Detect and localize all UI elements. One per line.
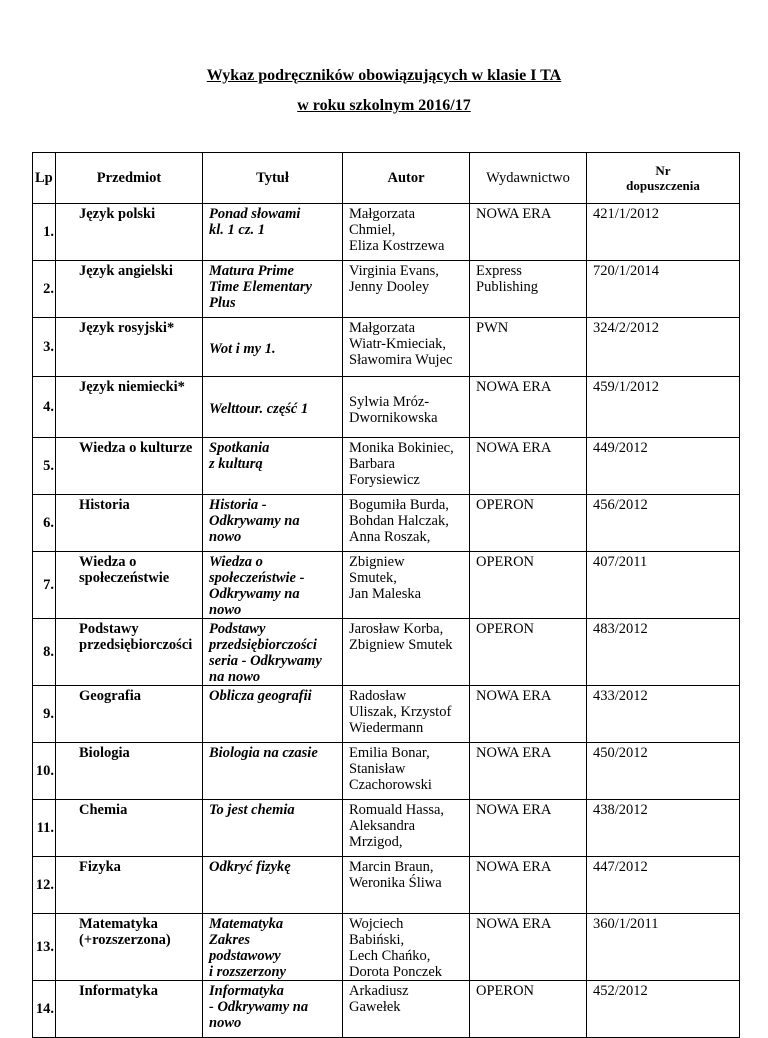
- author-cell: Jarosław Korba, Zbigniew Smutek: [343, 619, 470, 686]
- textbook-table: [32, 152, 740, 1038]
- approval-number-cell: 459/1/2012: [587, 377, 740, 438]
- row-number: 3.: [33, 318, 56, 377]
- approval-number-cell: 407/2011: [587, 552, 740, 619]
- author-cell: Emilia Bonar, Stanisław Czachorowski: [343, 743, 470, 800]
- table-row: [33, 495, 740, 552]
- subject-cell: Fizyka: [56, 857, 203, 914]
- publisher-cell: NOWA ERA: [470, 914, 587, 981]
- subject-cell: Wiedza o kulturze: [56, 438, 203, 495]
- subject-cell: Informatyka: [56, 981, 203, 1038]
- approval-number-cell: 449/2012: [587, 438, 740, 495]
- table-row: [33, 552, 740, 619]
- author-cell: Marcin Braun, Weronika Śliwa: [343, 857, 470, 914]
- approval-number-cell: 438/2012: [587, 800, 740, 857]
- table-row: [33, 204, 740, 261]
- publisher-cell: OPERON: [470, 981, 587, 1038]
- subject-cell: Język niemiecki*: [56, 377, 203, 438]
- document-title: Wykaz podręczników obowiązujących w klasie I TA: [206, 67, 562, 84]
- title-cell: Informatyka - Odkrywamy na nowo: [203, 981, 343, 1038]
- row-number: 4.: [33, 377, 56, 438]
- row-number: 9.: [33, 686, 56, 743]
- row-number: 14.: [33, 981, 56, 1038]
- row-number: 7.: [33, 552, 56, 619]
- row-number: 11.: [33, 800, 56, 857]
- title-cell: Odkryć fizykę: [203, 857, 343, 914]
- header-subject: Przedmiot: [56, 153, 203, 204]
- title-cell: Welttour. część 1: [203, 377, 343, 438]
- author-cell: Sylwia Mróz- Dwornikowska: [343, 377, 470, 438]
- publisher-cell: NOWA ERA: [470, 857, 587, 914]
- approval-number-cell: 452/2012: [587, 981, 740, 1038]
- title-cell: Matura Prime Time Elementary Plus: [203, 261, 343, 318]
- approval-number-cell: 433/2012: [587, 686, 740, 743]
- author-cell: Monika Bokiniec, Barbara Forysiewicz: [343, 438, 470, 495]
- row-number: 2.: [33, 261, 56, 318]
- header-lp: Lp: [33, 153, 56, 204]
- publisher-cell: Express Publishing: [470, 261, 587, 318]
- table-row: [33, 857, 740, 914]
- publisher-cell: OPERON: [470, 619, 587, 686]
- author-cell: Wojciech Babiński, Lech Chańko, Dorota Ponczek: [343, 914, 470, 981]
- subject-cell: Język rosyjski*: [56, 318, 203, 377]
- approval-number-cell: 360/1/2011: [587, 914, 740, 981]
- row-number: 10.: [33, 743, 56, 800]
- publisher-cell: NOWA ERA: [470, 686, 587, 743]
- subject-cell: Wiedza o społeczeństwie: [56, 552, 203, 619]
- header-number: Nr dopuszczenia: [587, 153, 740, 204]
- header-title: Tytuł: [203, 153, 343, 204]
- publisher-cell: NOWA ERA: [470, 743, 587, 800]
- approval-number-cell: 483/2012: [587, 619, 740, 686]
- row-number: 6.: [33, 495, 56, 552]
- publisher-cell: OPERON: [470, 552, 587, 619]
- table-row: [33, 743, 740, 800]
- title-cell: Matematyka Zakres podstawowy i rozszerzony: [203, 914, 343, 981]
- author-cell: Małgorzata Wiatr-Kmieciak, Sławomira Wujec: [343, 318, 470, 377]
- header-author: Autor: [343, 153, 470, 204]
- approval-number-cell: 324/2/2012: [587, 318, 740, 377]
- table-row: [33, 261, 740, 318]
- header-publisher: Wydawnictwo: [470, 153, 587, 204]
- title-cell: Spotkania z kulturą: [203, 438, 343, 495]
- title-cell: Biologia na czasie: [203, 743, 343, 800]
- table-row: [33, 318, 740, 377]
- author-cell: Radosław Uliszak, Krzystof Wiedermann: [343, 686, 470, 743]
- publisher-cell: OPERON: [470, 495, 587, 552]
- publisher-cell: NOWA ERA: [470, 377, 587, 438]
- subject-cell: Chemia: [56, 800, 203, 857]
- subject-cell: Matematyka (+rozszerzona): [56, 914, 203, 981]
- table-row: [33, 438, 740, 495]
- subject-cell: Biologia: [56, 743, 203, 800]
- approval-number-cell: 720/1/2014: [587, 261, 740, 318]
- row-number: 12.: [33, 857, 56, 914]
- title-cell: Historia - Odkrywamy na nowo: [203, 495, 343, 552]
- subject-cell: Podstawy przedsiębiorczości: [56, 619, 203, 686]
- approval-number-cell: 447/2012: [587, 857, 740, 914]
- row-number: 13.: [33, 914, 56, 981]
- publisher-cell: NOWA ERA: [470, 800, 587, 857]
- table-row: [33, 981, 740, 1038]
- subject-cell: Język angielski: [56, 261, 203, 318]
- table-row: [33, 619, 740, 686]
- title-cell: To jest chemia: [203, 800, 343, 857]
- row-number: 5.: [33, 438, 56, 495]
- table-row: [33, 377, 740, 438]
- document-subtitle: w roku szkolnym 2016/17: [297, 97, 471, 114]
- title-cell: Podstawy przedsiębiorczości seria - Odkrywamy na nowo: [203, 619, 343, 686]
- row-number: 8.: [33, 619, 56, 686]
- publisher-cell: NOWA ERA: [470, 204, 587, 261]
- author-cell: Romuald Hassa, Aleksandra Mrzigod,: [343, 800, 470, 857]
- publisher-cell: PWN: [470, 318, 587, 377]
- row-number: 1.: [33, 204, 56, 261]
- author-cell: Zbigniew Smutek, Jan Maleska: [343, 552, 470, 619]
- author-cell: Virginia Evans, Jenny Dooley: [343, 261, 470, 318]
- subject-cell: Historia: [56, 495, 203, 552]
- subject-cell: Geografia: [56, 686, 203, 743]
- table-row: [33, 800, 740, 857]
- author-cell: Małgorzata Chmiel, Eliza Kostrzewa: [343, 204, 470, 261]
- title-cell: Oblicza geografii: [203, 686, 343, 743]
- approval-number-cell: 456/2012: [587, 495, 740, 552]
- subject-cell: Język polski: [56, 204, 203, 261]
- title-cell: Ponad słowami kl. 1 cz. 1: [203, 204, 343, 261]
- publisher-cell: NOWA ERA: [470, 438, 587, 495]
- author-cell: Bogumiła Burda, Bohdan Halczak, Anna Roszak,: [343, 495, 470, 552]
- approval-number-cell: 421/1/2012: [587, 204, 740, 261]
- approval-number-cell: 450/2012: [587, 743, 740, 800]
- table-row: [33, 914, 740, 981]
- author-cell: Arkadiusz Gawełek: [343, 981, 470, 1038]
- table-row: [33, 686, 740, 743]
- table-header-row: [33, 153, 740, 204]
- title-cell: Wot i my 1.: [203, 318, 343, 377]
- title-cell: Wiedza o społeczeństwie - Odkrywamy na nowo: [203, 552, 343, 619]
